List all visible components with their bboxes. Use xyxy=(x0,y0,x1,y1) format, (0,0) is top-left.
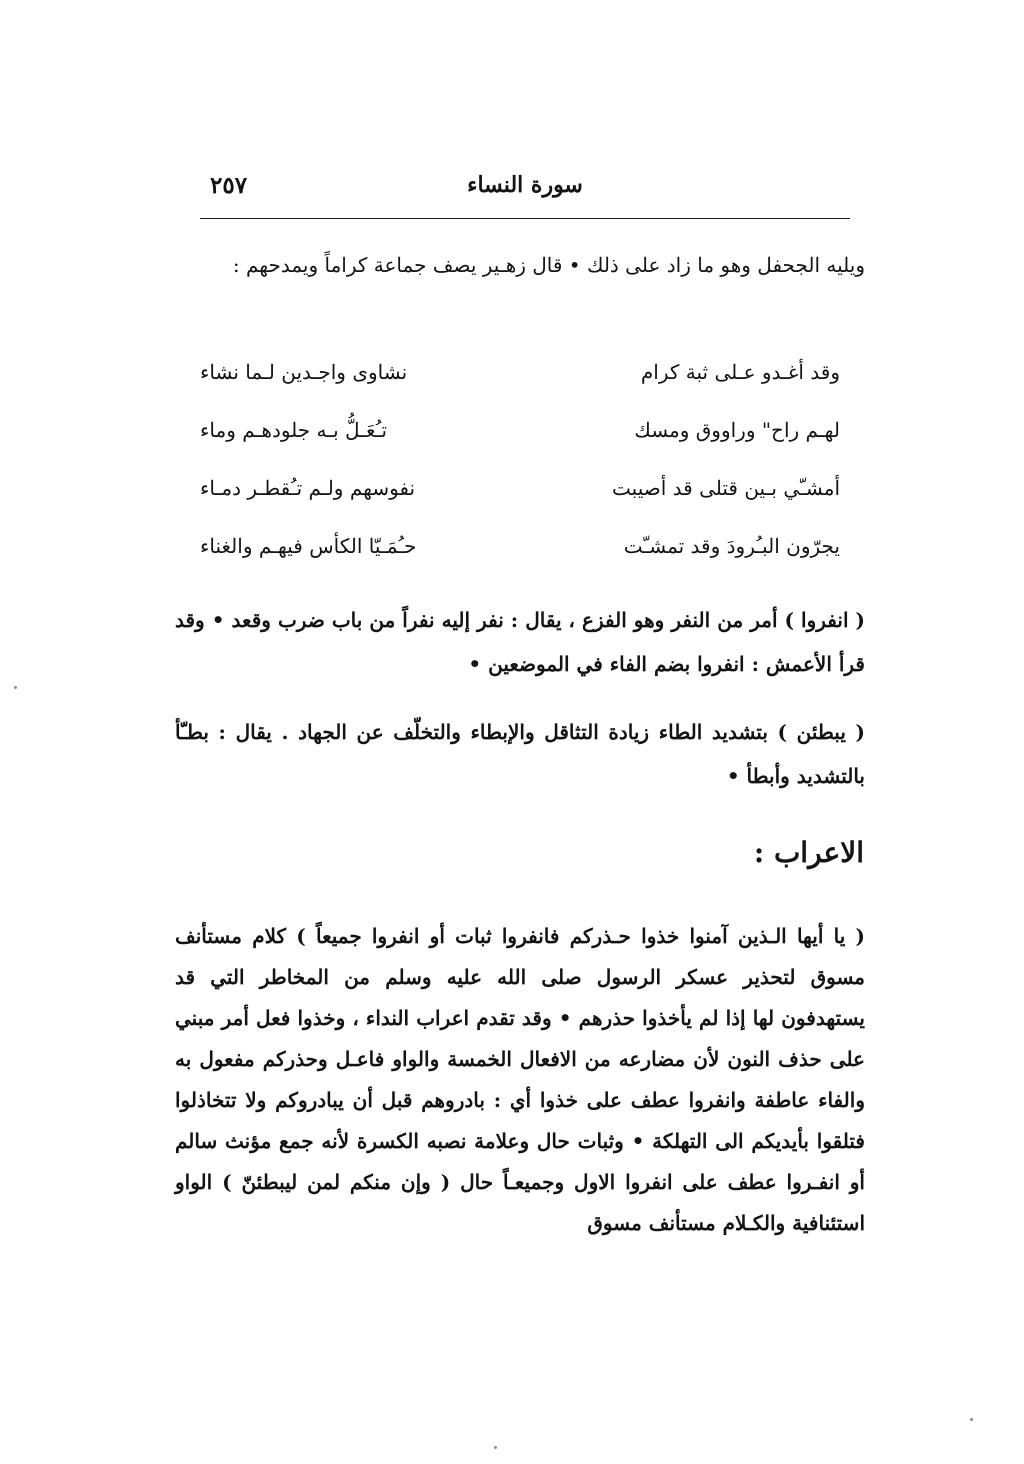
verse-first-hemistich: وقد أغـدو عـلى ثبة كرام xyxy=(640,360,840,384)
verse-second-hemistich: تـُعَـلُّ بـه جلودهـم وماء xyxy=(200,418,388,442)
gloss-paragraph: ( انفروا ) أمر من النفر وهو الفزع ، يقال : نفر إليه نفراً من باب ضرب وقعد • وقد قرأ الأعمش : انفروا بضم الفاء في الموضعين • xyxy=(175,608,865,676)
verse-first-hemistich: أمشـّي بـين قتلى قد أصيبت xyxy=(612,476,840,500)
verse-first-hemistich: يجرّون البـُرودَ وقد تمشـّت xyxy=(623,534,840,558)
header-rule xyxy=(200,218,850,219)
scan-speck xyxy=(494,1446,497,1449)
poem-verse xyxy=(200,360,840,418)
page-header xyxy=(200,168,850,208)
page-number: ٢٥٧ xyxy=(210,172,248,199)
section-heading: الاعراب : xyxy=(753,836,864,869)
verse-first-hemistich: لهـم راح" وراووق ومسك xyxy=(634,418,840,442)
verse-second-hemistich: نشاوى واجـدين لـما نشاء xyxy=(200,360,408,384)
analysis-paragraph: ( يا أيها الـذين آمنوا خذوا حـذركم فانفروا ثبات أو انفروا جميعاً ) كلام مستأنف مسوق لتحذير عسكر الرسول صلى الله عليه وسلم من المخاطر التي قد يستهدفون لها إذا لم يأخذوا حذرهم • وقد تقدم اعراب النداء ، وخذوا فعل أمر مبني على حذف النون لأن مضارعه من الافعال الخمسة والواو فاعـل وحذركم مفعول به والفاء عاطفة وانفروا عطف على خذوا أي : بادروهم قبل أن يبادروكم ولا تتخاذلوا فتلقوا بأيديكم الى التهلكة • وثبات حال وعلامة نصبه الكسرة لأنه جمع مؤنث سالم أو انفـروا عطف على انفروا الاول وجميعـاً حال ( وإن منكم لمن ليبطئنّ ) الواو استئنافية والكـلام مستأنف مسوق xyxy=(175,924,865,1235)
gloss-paragraph: ( يبطئن ) بتشديد الطاء زيادة التثاقل والإبطاء والتخلّف عن الجهاد . يقال : بطـّأ بالتشديد وأبطأ • xyxy=(175,720,865,788)
poem-verse xyxy=(200,418,840,476)
running-title: سورة النساء xyxy=(467,172,583,198)
verse-second-hemistich: نفوسهم ولـم تـُقطـر دمـاء xyxy=(200,476,416,500)
poem xyxy=(200,360,840,592)
scan-speck xyxy=(970,1418,973,1421)
poem-verse xyxy=(200,534,840,592)
verse-second-hemistich: حـُمَـيّا الكأس فيهـم والغناء xyxy=(200,534,417,558)
poem-verse xyxy=(200,476,840,534)
scan-speck xyxy=(14,686,17,689)
intro-paragraph: ويليه الجحفل وهو ما زاد على ذلك • قال زهـير يصف جماعة كراماً ويمدحهم : xyxy=(232,253,865,277)
